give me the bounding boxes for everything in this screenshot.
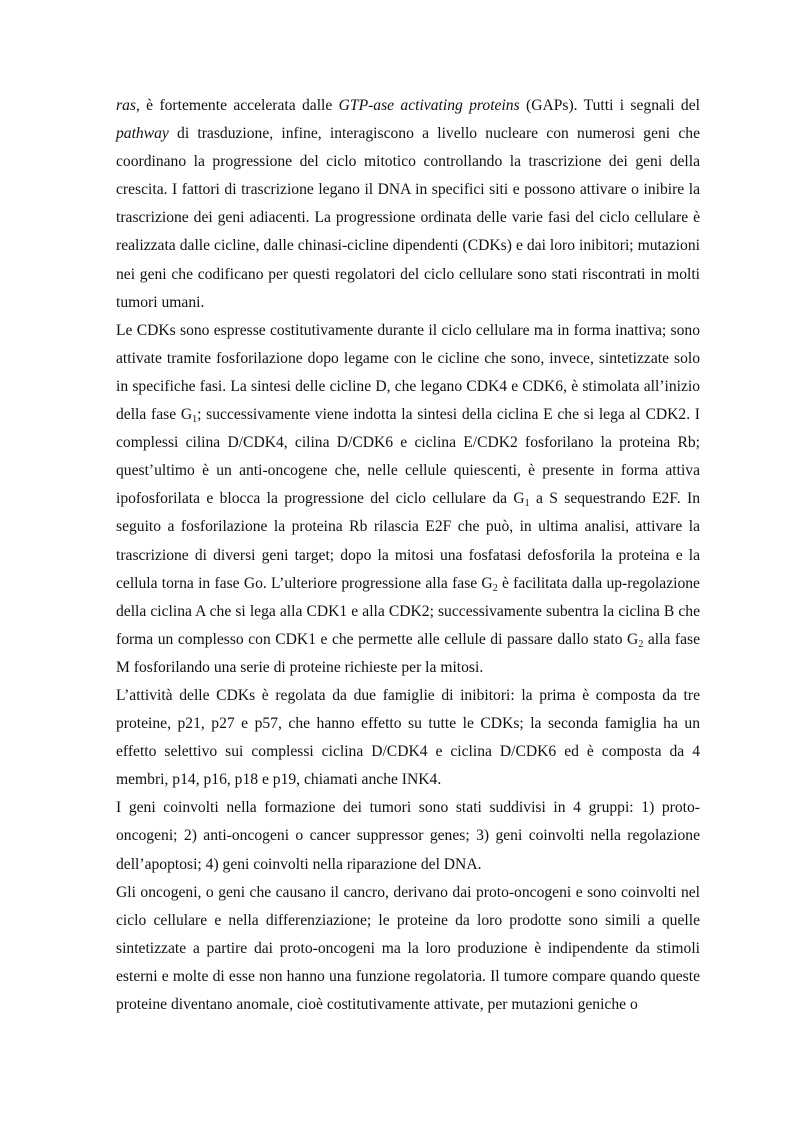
text-run: è facilitata dalla up-regolazione della ciclina A che si lega alla CDK1 e alla CDK2; successivamente subentra la ciclina B che forma un complesso con CDK1 e che permette alle cellule di passare dallo stato G bbox=[116, 574, 700, 648]
subscript: 1 bbox=[192, 414, 198, 426]
text-run: , è fortemente accelerata dalle bbox=[135, 97, 339, 114]
paragraph-ras-gaps bbox=[116, 92, 700, 317]
paragraph-oncogeni bbox=[116, 879, 700, 1019]
subscript: 2 bbox=[492, 582, 498, 594]
text-run: L’attività delle CDKs è regolata da due famiglie di inibitori: la prima è composta da tre proteine, p21, p27 e p57, che hanno effetto su tutte le CDKs; la seconda famiglia ha un effetto selettivo sui complessi ciclina D/CDK4 e ciclina D/CDK6 ed è composta da 4 membri, p14, p16, p18 e p19, chiamati anche INK4. bbox=[116, 686, 700, 789]
italic-term: pathway bbox=[116, 125, 169, 143]
text-run: di trasduzione, infine, interagiscono a livello nucleare con numerosi geni che coordinano la progressione del ciclo mitotico controllando la trascrizione dei geni della crescita. I fattori di trascrizione legano il DNA in specifici siti e possono attivare o inibire la trascrizione dei geni adiacenti. La progressione ordinata delle varie fasi del ciclo cellulare è realizzata dalle cicline, dalle chinasi-cicline dipendenti (CDKs) e dai loro inibitori; mutazioni nei geni che codificano per questi regolatori del ciclo cellulare sono stati riscontrati in molti tumori umani. bbox=[116, 125, 700, 311]
paragraph-gruppi-geni bbox=[116, 794, 700, 878]
body-text bbox=[116, 92, 700, 1019]
italic-term: ras bbox=[116, 97, 136, 114]
subscript: 1 bbox=[524, 498, 530, 510]
text-run: alla fase M fosforilando una serie di proteine richieste per la mitosi. bbox=[116, 630, 700, 676]
italic-term: GTP-ase activating proteins bbox=[338, 97, 520, 114]
text-run: Gli oncogeni, o geni che causano il cancro, derivano dai proto-oncogeni e sono coinvolti nel ciclo cellulare e nella differenziazione; le proteine da loro prodotte sono simili a quelle sintetizzate a partire dai proto-oncogeni ma la loro produzione è indipendente da stimoli esterni e molte di esse non hanno una funzione regolatoria. Il tumore compare quando queste proteine diventano anomale, cioè costitutivamente attivate, per mutazioni geniche o bbox=[116, 883, 700, 1013]
text-run: ; successivamente viene indotta la sintesi della ciclina E che si lega al CDK2. I complessi cilina D/CDK4, cilina D/CDK6 e ciclina E/CDK2 fosforilano la proteina Rb; quest’ultimo è un anti-oncogene che, nelle cellule quiescenti, è presente in forma attiva ipofosforilata e blocca la progressione del ciclo cellulare da G bbox=[116, 406, 701, 508]
text-run: a S sequestrando E2F. In seguito a fosforilazione la proteina Rb rilascia E2F che può, in ultima analisi, attivare la trascrizione di diversi geni target; dopo la mitosi una fosfatasi defosforila la proteina e la cellula torna in fase Go. L’ulteriore progressione alla fase G bbox=[116, 490, 700, 592]
paragraph-cdks-cicline bbox=[116, 317, 700, 682]
text-run: I geni coinvolti nella formazione dei tumori sono stati suddivisi in 4 gruppi: 1) proto-oncogeni; 2) anti-oncogeni o cancer suppressor genes; 3) geni coinvolti nella regolazione dell’apoptosi; 4) geni coinvolti nella riparazione del DNA. bbox=[116, 799, 700, 873]
paragraph-inibitori-cdks bbox=[116, 682, 700, 794]
subscript: 2 bbox=[638, 638, 644, 650]
text-run: Le CDKs sono espresse costitutivamente durante il ciclo cellulare ma in forma inattiva; sono attivate tramite fosforilazione dopo legame con le cicline che sono, invece, sintetizzate solo in specifiche fasi. La sintesi delle cicline D, che legano CDK4 e CDK6, è stimolata all’inizio della fase G bbox=[116, 321, 700, 424]
text-run: (GAPs). Tutti i segnali del bbox=[519, 97, 700, 114]
